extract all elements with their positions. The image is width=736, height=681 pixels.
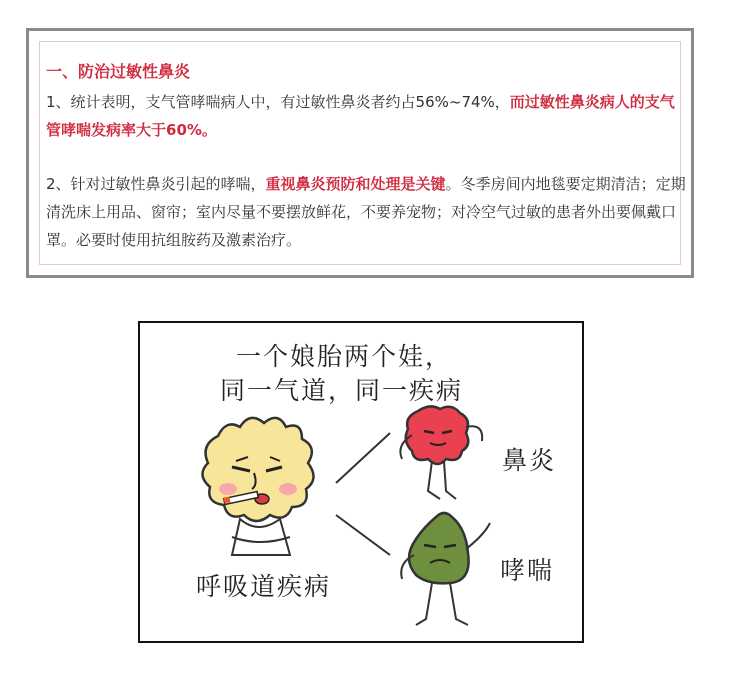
connector-line-bottom xyxy=(336,515,390,555)
article-content xyxy=(46,58,686,254)
connector-line-top xyxy=(336,433,390,483)
paragraph-2 xyxy=(46,170,686,254)
label-rhinitis: 鼻炎 xyxy=(502,446,557,475)
paragraph-1-text: 1、统计表明，支气管哮喘病人中，有过敏性鼻炎者约占56%~74%， xyxy=(46,93,510,111)
paragraph-2-text-b: 。冬季房间内地毯要定期清洁；定期清洗床上用品、窗帘；室内尽量不要摆放鲜花，不要养宠物；对冷空气过敏的患者外出要佩戴口罩。必要时使用抗组胺药及激素治疗。 xyxy=(46,175,686,249)
cartoon-title-line2: 同一气道，同一疾病 xyxy=(220,376,464,405)
rhinitis-character xyxy=(400,406,482,499)
paragraph-2-text-a: 2、针对过敏性鼻炎引起的哮喘， xyxy=(46,175,266,193)
cartoon-illustration xyxy=(138,321,584,643)
label-asthma: 哮喘 xyxy=(500,556,555,585)
paragraph-1-highlight: 而过敏性鼻炎病人的支气管哮喘发病率大于60%。 xyxy=(46,93,675,139)
cartoon-title-line1: 一个娘胎两个娃， xyxy=(236,342,453,371)
paragraph-2-highlight: 重视鼻炎预防和处理是关键 xyxy=(265,175,446,193)
respiratory-disease-character xyxy=(202,418,313,555)
label-respiratory-disease: 呼吸道疾病 xyxy=(196,572,332,601)
paragraph-1 xyxy=(46,88,686,144)
section-heading: 一、防治过敏性鼻炎 xyxy=(46,62,191,81)
asthma-character xyxy=(401,513,490,625)
